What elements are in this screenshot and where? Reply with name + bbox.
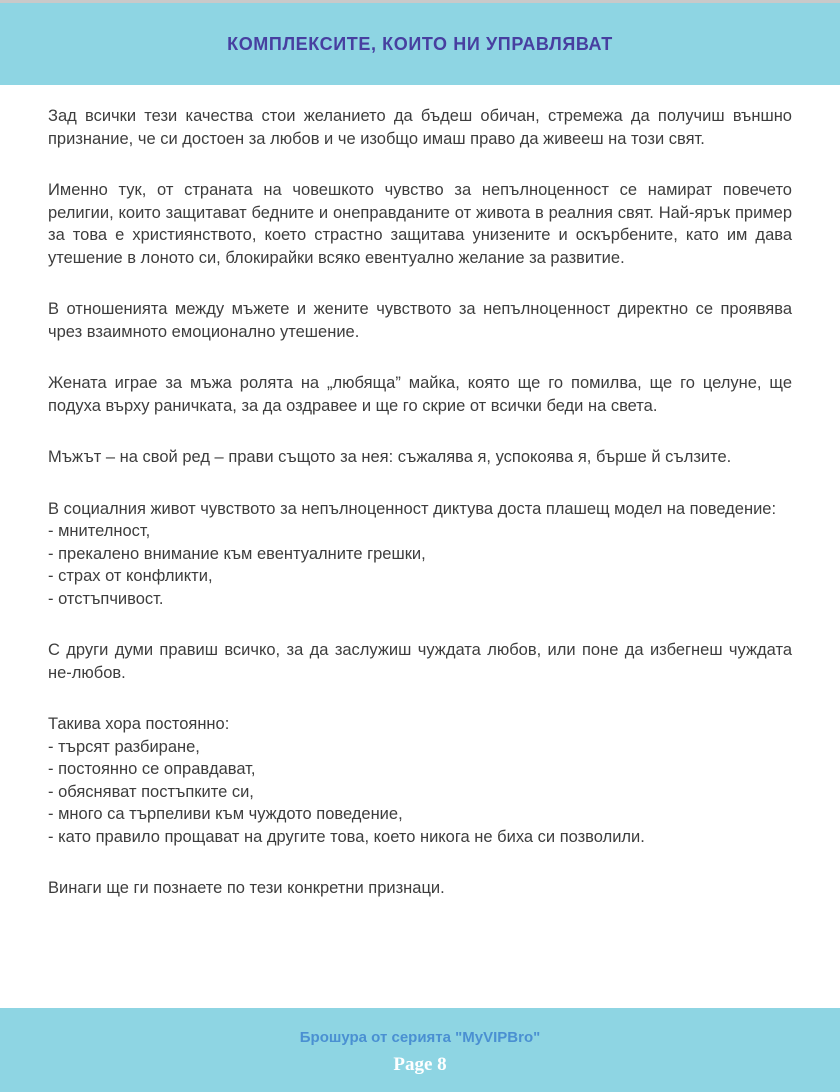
paragraph [48,446,792,469]
paragraph [48,179,792,269]
paragraph-text: Зад всички тези качества стои желанието да бъдеш обичан, стремежа да получиш външно признание, че си достоен за любов и че изобщо имаш право да живееш на този свят. [48,107,792,148]
footer-series-label: Брошура от серията "MyVIPBro" [299,1029,541,1046]
page-title: КОМПЛЕКСИТЕ, КОИТО НИ УПРАВЛЯВАТ [227,33,613,54]
paragraph [48,877,792,900]
paragraph-text: В социалния живот чувството за непълноценност диктува доста плашещ модел на поведение: [48,499,777,518]
paragraph-text: Мъжът – на свой ред – прави същото за нея: съжалява я, успокоява я, бърше й сълзите. [48,448,732,466]
list-line: - страх от конфликти, [48,567,213,585]
header-band [0,3,840,85]
list-line: - постоянно се оправдават, [48,760,256,778]
paragraph-with-list [48,713,792,848]
list-line: - прекалено внимание към евентуалните грешки, [48,544,426,563]
paragraph-text: Жената играе за мъжа ролята на „любяща” майка, която ще го помилва, ще го целуне, ще подуха върху раничката, за да оздравее и ще го скрие от всички беди на света. [48,374,792,415]
list-line: - като правило прощават на другите това, което никога не биха си позволили. [48,827,645,846]
list-line: - отстъпчивост. [48,589,164,608]
paragraph-with-list [48,498,792,611]
paragraph-text: Такива хора постоянно: [48,715,230,733]
paragraph-text: С други думи правиш всичко, за да заслужиш чуждата любов, или поне да избегнеш чуждата не-любов. [48,641,792,682]
list-line: - мнителност, [48,522,151,540]
body-text-area [0,85,840,900]
footer-band [0,1008,840,1092]
footer-page-number: Page 8 [393,1054,447,1075]
list-line: - търсят разбиране, [48,737,200,756]
paragraph-text: Именно тук, от страната на човешкото чувство за непълноценност се намират повечето религии, които защитават бедните и онеправданите от живота в реалния свят. Най-ярък пример за това е християнството, което страстно защитава унизените и оскърбените, като им дава утешение в лоното си, блокирайки всяко евентуално желание за развитие. [48,181,792,267]
paragraph [48,639,792,684]
paragraph [48,298,792,343]
paragraph-text: В отношенията между мъжете и жените чувството за непълноценност директно се проявява чрез взаимното емоционално утешение. [48,300,792,341]
list-line: - много са търпеливи към чуждото поведение, [48,805,403,823]
paragraph [48,105,792,150]
list-line: - обясняват постъпките си, [48,782,254,801]
paragraph [48,372,792,417]
paragraph-text: Винаги ще ги познаете по тези конкретни признаци. [48,879,445,897]
